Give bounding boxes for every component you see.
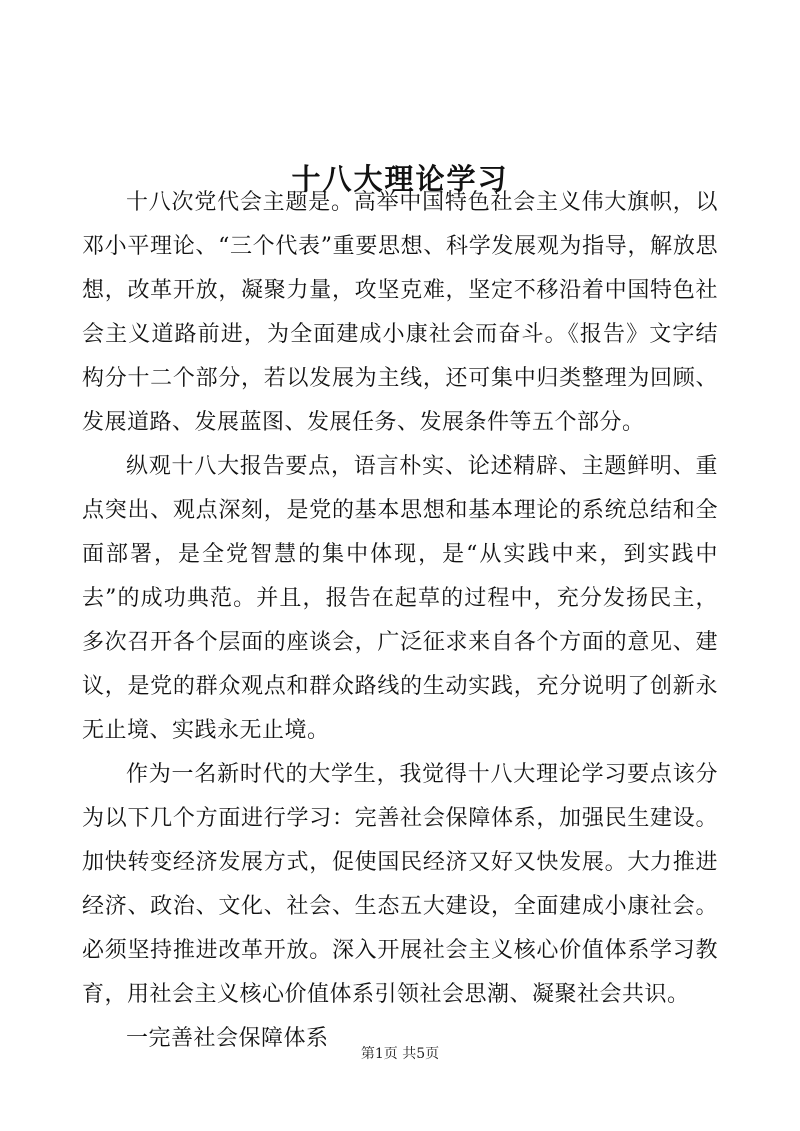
paragraph-1: 十八次党代会主题是。高举中国特色社会主义伟大旗帜，以邓小平理论、“三个代表”重要思想、科学发展观为指导，解放思想，改革开放，凝聚力量，攻坚克难，坚定不移沿着中国特色社会主义道路前进，为全面建成小康社会而奋斗。《报告》文字结构分十二个部分，若以发展为主线，还可集中归类整理为回顾、发展道路、发展蓝图、发展任务、发展条件等五个部分。 [82,190,718,435]
page-title: 十八大理论学习 [291,162,509,197]
paragraph-3: 作为一名新时代的大学生，我觉得十八大理论学习要点该分为以下几个方面进行学习：完善社会保障体系，加强民生建设。加快转变经济发展方式，促使国民经济又好又快发展。大力推进经济、政治、文化、社会、生态五大建设，全面建成小康社会。必须坚持推进改革开放。深入开展社会主义核心价值体系学习教育，用社会主义核心价值体系引领社会思潮、凝聚社会共识。 [82,762,718,1007]
page-footer: 第1页 共5页 [360,1046,440,1062]
section-heading: 一完善社会保障体系 [126,1026,329,1051]
paragraph-2: 纵观十八大报告要点，语言朴实、论述精辟、主题鲜明、重点突出、观点深刻，是党的基本思想和基本理论的系统总结和全面部署，是全党智慧的集中体现，是“从实践中来，到实践中去”的成功典范。并且，报告在起草的过程中，充分发扬民主，多次召开各个层面的座谈会，广泛征求来自各个方面的意见、建议，是党的群众观点和群众路线的生动实践，充分说明了创新永无止境、实践永无止境。 [82,454,718,743]
document-body [82,181,718,1061]
